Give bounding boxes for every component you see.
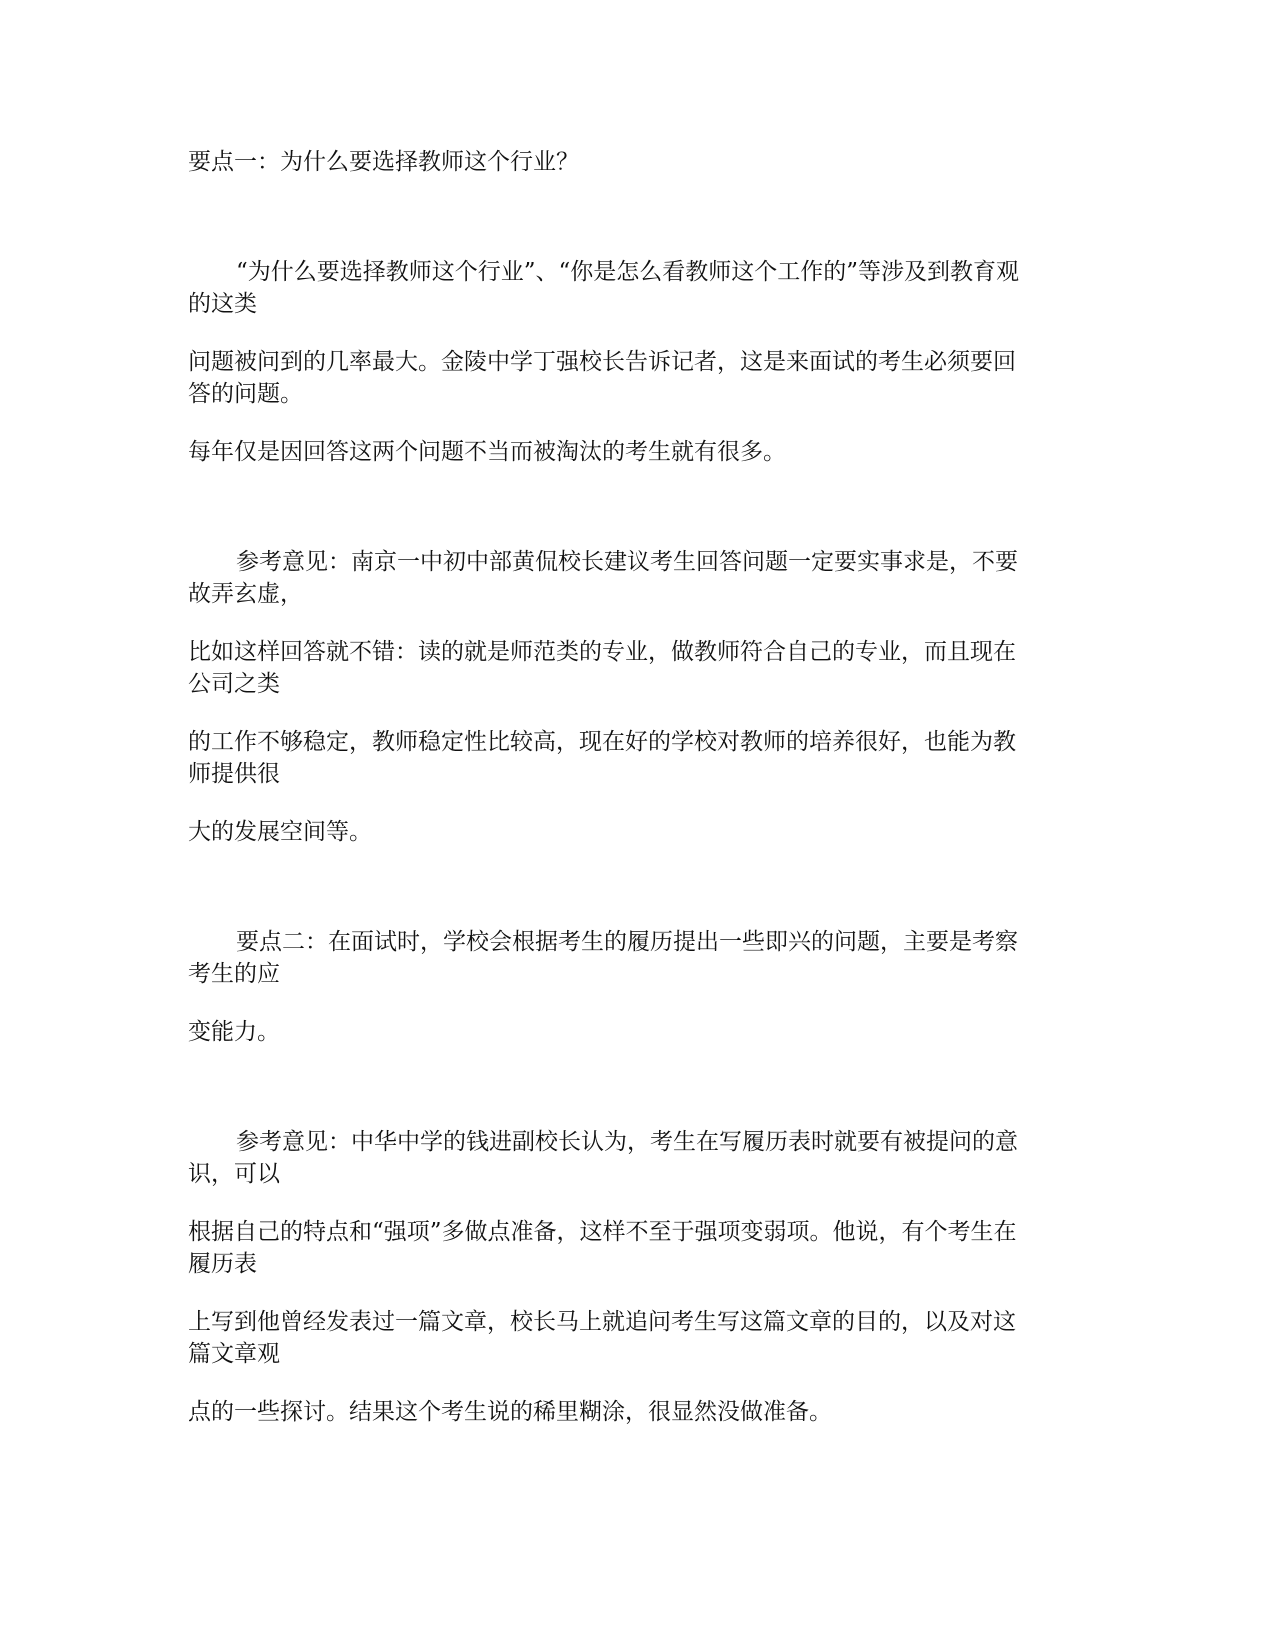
section-heading: 要点一：为什么要选择教师这个行业？ — [188, 149, 579, 175]
paragraph-line: 识，可以 — [188, 1161, 280, 1187]
paragraph-line: 履历表 — [188, 1251, 257, 1277]
paragraph-line: 问题被问到的几率最大。金陵中学丁强校长告诉记者，这是来面试的考生必须要回 — [188, 349, 1016, 375]
paragraph-line: 答的问题。 — [188, 381, 303, 407]
paragraph-line: 每年仅是因回答这两个问题不当而被淘汰的考生就有很多。 — [188, 439, 786, 465]
paragraph-line: 比如这样回答就不错：读的就是师范类的专业，做教师符合自己的专业，而且现在 — [188, 639, 1016, 665]
paragraph-line: 故弄玄虚， — [188, 581, 303, 607]
paragraph-line: “为什么要选择教师这个行业”、“你是怎么看教师这个工作的”等涉及到教育观 — [236, 259, 1020, 285]
paragraph-line: 根据自己的特点和“强项”多做点准备，这样不至于强项变弱项。他说，有个考生在 — [188, 1219, 1017, 1245]
paragraph-line: 参考意见：南京一中初中部黄侃校长建议考生回答问题一定要实事求是，不要 — [236, 549, 1018, 575]
paragraph-line: 的这类 — [188, 291, 257, 317]
paragraph-line: 参考意见：中华中学的钱进副校长认为，考生在写履历表时就要有被提问的意 — [236, 1129, 1018, 1155]
paragraph-line: 要点二：在面试时，学校会根据考生的履历提出一些即兴的问题，主要是考察 — [236, 929, 1018, 955]
paragraph-line: 上写到他曾经发表过一篇文章，校长马上就追问考生写这篇文章的目的，以及对这 — [188, 1309, 1016, 1335]
paragraph-line: 大的发展空间等。 — [188, 819, 372, 845]
paragraph-line: 考生的应 — [188, 961, 280, 987]
paragraph-line: 的工作不够稳定，教师稳定性比较高，现在好的学校对教师的培养很好，也能为教 — [188, 729, 1016, 755]
paragraph-line: 变能力。 — [188, 1019, 280, 1045]
paragraph-line: 篇文章观 — [188, 1341, 280, 1367]
paragraph-line: 公司之类 — [188, 671, 280, 697]
paragraph-line: 点的一些探讨。结果这个考生说的稀里糊涂，很显然没做准备。 — [188, 1399, 832, 1425]
paragraph-line: 师提供很 — [188, 761, 280, 787]
